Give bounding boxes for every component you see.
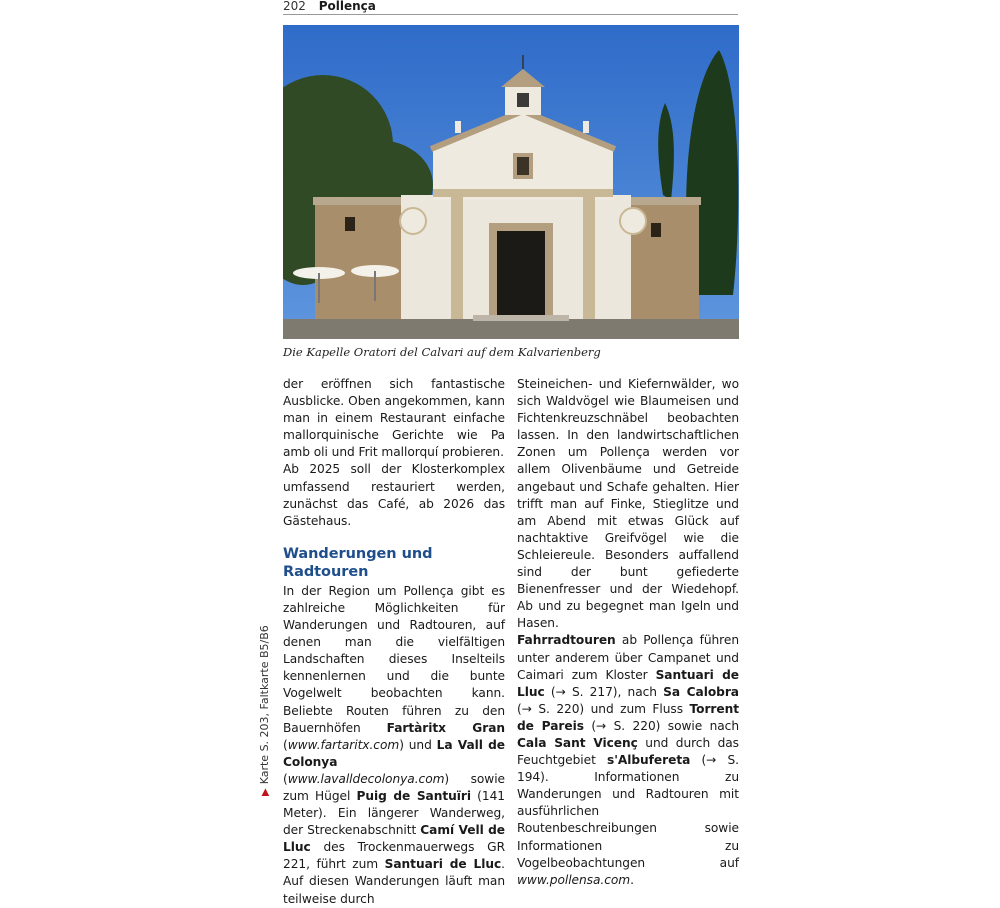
section-title: Pollença: [318, 0, 376, 13]
web-link[interactable]: www.lavalldecolonya.com: [287, 771, 445, 786]
place-name: Torrent de Pareis: [517, 701, 739, 733]
paragraph: In der Region um Pollença gibt es zahlreiche Möglichkeiten für Wanderungen und Radtouren, auf denen man die vielfältigen Landschaften dieses Inselteils kennenlernen und die bunte Vogelwelt beobachten kann. Beliebte Routen führen zu den Bauernhöfen Fartàritx Gran (www.fartaritx.com) und La Vall de Colonya (www.lavalldecolonya.com) sowie zum Hügel Puig de Santuïri (141 Meter). Ein längerer Wanderweg, der Streckenabschnitt Camí Vell de Lluc des Trockenmauerwegs GR 221, führt zum Santuari de Lluc. Auf diesen Wanderungen läuft man teilweise durch: [283, 583, 506, 906]
paragraph: Ab 2025 soll der Klosterkomplex umfassend restauriert werden, zunächst das Café, ab 2026 das Gästehaus.: [283, 462, 505, 528]
chapel-illustration: [283, 25, 739, 339]
place-name: Puig de Santuïri: [356, 788, 471, 803]
left-column: [283, 376, 505, 908]
web-link[interactable]: www.pollensa.com: [517, 872, 631, 887]
run-in-heading: Fahrradtouren: [517, 633, 616, 648]
page-number: 202: [283, 0, 306, 13]
paragraph: Fahrradtouren ab Pollença führen unter anderem über Campanet und Caimari zum Kloster Santuari de Lluc (→ S. 217), nach Sa Calobra (→ S. 220) und zum Fluss Torrent de Pareis (→ S. 220) sowie nach Cala Sant Vicenç und durch das Feuchtgebiet s'Albufereta (→ S. 194). Informationen zu Wanderungen und Radtouren mit ausführlichen Routenbeschreibungen sowie Informationen zu Vogelbeobachtungen auf www.pollensa.com.: [517, 633, 740, 887]
place-name: Cala Sant Vicenç: [517, 735, 638, 750]
web-link[interactable]: www.fartaritx.com: [287, 737, 400, 752]
place-name: Sa Calobra: [663, 684, 739, 699]
paragraph: Steineichen- und Kiefernwälder, wo sich Waldvögel wie Blaumeisen und Fichtenkreuzschnäbel beobachten lassen. In den landwirtschaftlichen Zonen um Pollença werden vor allem Olivenbäume und Getreide angebaut und Schafe gehalten. Hier trifft man auf Finke, Stieglitze und am Abend mit etwas Glück auf nachtaktive Greifvögel wie die Schleiereule. Besonders auffallend sind der bunt gefiederte Bienenfresser und der Wiedehopf. Ab und zu begegnet man Igeln und Hasen.: [517, 377, 739, 631]
chapel-photo: [283, 25, 739, 339]
place-name: Santuari de Lluc: [384, 857, 502, 872]
running-header: [283, 0, 738, 15]
photo-caption: Die Kapelle Oratori del Calvari auf dem Kalvarienberg: [283, 345, 601, 359]
place-name: Camí Vell de Lluc: [283, 823, 505, 855]
right-column: [517, 376, 739, 889]
map-reference-text: Karte S. 203, Faltkarte B5/B6: [258, 625, 271, 785]
section-heading: Wanderungen und Radtouren: [283, 545, 433, 580]
place-name: Fartàritx Gran: [386, 720, 505, 735]
triangle-marker-icon: ▶: [260, 788, 271, 796]
place-name: La Vall de Colonya: [283, 737, 506, 769]
map-reference: [258, 625, 271, 796]
place-name: Santuari de Lluc: [517, 667, 739, 699]
paragraph: der eröffnen sich fantastische Ausblicke. Oben angekommen, kann man in einem Restaurant einfache mallorquinische Gerichte wie Pa amb oli und Frit mallorquí probieren.: [283, 377, 505, 460]
place-name: s'Albufereta: [606, 753, 691, 768]
